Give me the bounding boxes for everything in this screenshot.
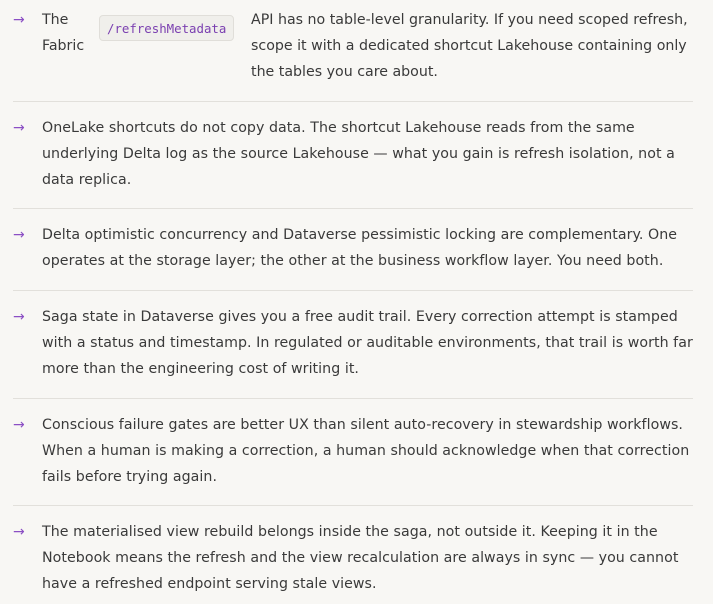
arrow-right-icon: → bbox=[13, 417, 25, 433]
list-item bbox=[13, 519, 693, 599]
list-item-text: Conscious failure gates are better UX than silent auto-recovery in stewardship workflows. When a human is making a correction, a human should acknowledge when that correction fails before trying again. bbox=[42, 417, 690, 485]
list-item bbox=[13, 222, 693, 276]
divider bbox=[13, 290, 693, 291]
arrow-right-icon: → bbox=[13, 227, 25, 243]
list-item-text: API has no table-level granularity. If you need scoped refresh, scope it with a dedicated shortcut Lakehouse containing only the tables you care about. bbox=[251, 12, 688, 80]
divider bbox=[13, 208, 693, 209]
list-item bbox=[13, 115, 693, 195]
list-item bbox=[13, 412, 693, 492]
list-item bbox=[13, 304, 693, 384]
list-item-text: The materialised view rebuild belongs inside the saga, not outside it. Keeping it in the Notebook means the refresh and the view recalculation are always in sync — you cannot have a refreshed endpoint serving stale views. bbox=[42, 524, 679, 592]
list-item bbox=[13, 7, 693, 87]
list-item-lead: The Fabric bbox=[42, 12, 85, 54]
arrow-right-icon: → bbox=[13, 309, 25, 325]
divider bbox=[13, 505, 693, 506]
list-item-text: Delta optimistic concurrency and Dataverse pessimistic locking are complementary. One operates at the storage layer; the other at the business workflow layer. You need both. bbox=[42, 227, 678, 269]
inline-code: /refreshMetadata bbox=[99, 15, 234, 41]
divider bbox=[13, 398, 693, 399]
arrow-right-icon: → bbox=[13, 120, 25, 136]
arrow-right-icon: → bbox=[13, 12, 25, 28]
list-item-text: OneLake shortcuts do not copy data. The shortcut Lakehouse reads from the same underlying Delta log as the source Lakehouse — what you gain is refresh isolation, not a data replica. bbox=[42, 120, 675, 188]
divider bbox=[13, 101, 693, 102]
arrow-right-icon: → bbox=[13, 524, 25, 540]
list-item-text: Saga state in Dataverse gives you a free audit trail. Every correction attempt is stamped with a status and timestamp. In regulated or auditable environments, that trail is worth far more than the engineering cost of writing it. bbox=[42, 309, 693, 377]
